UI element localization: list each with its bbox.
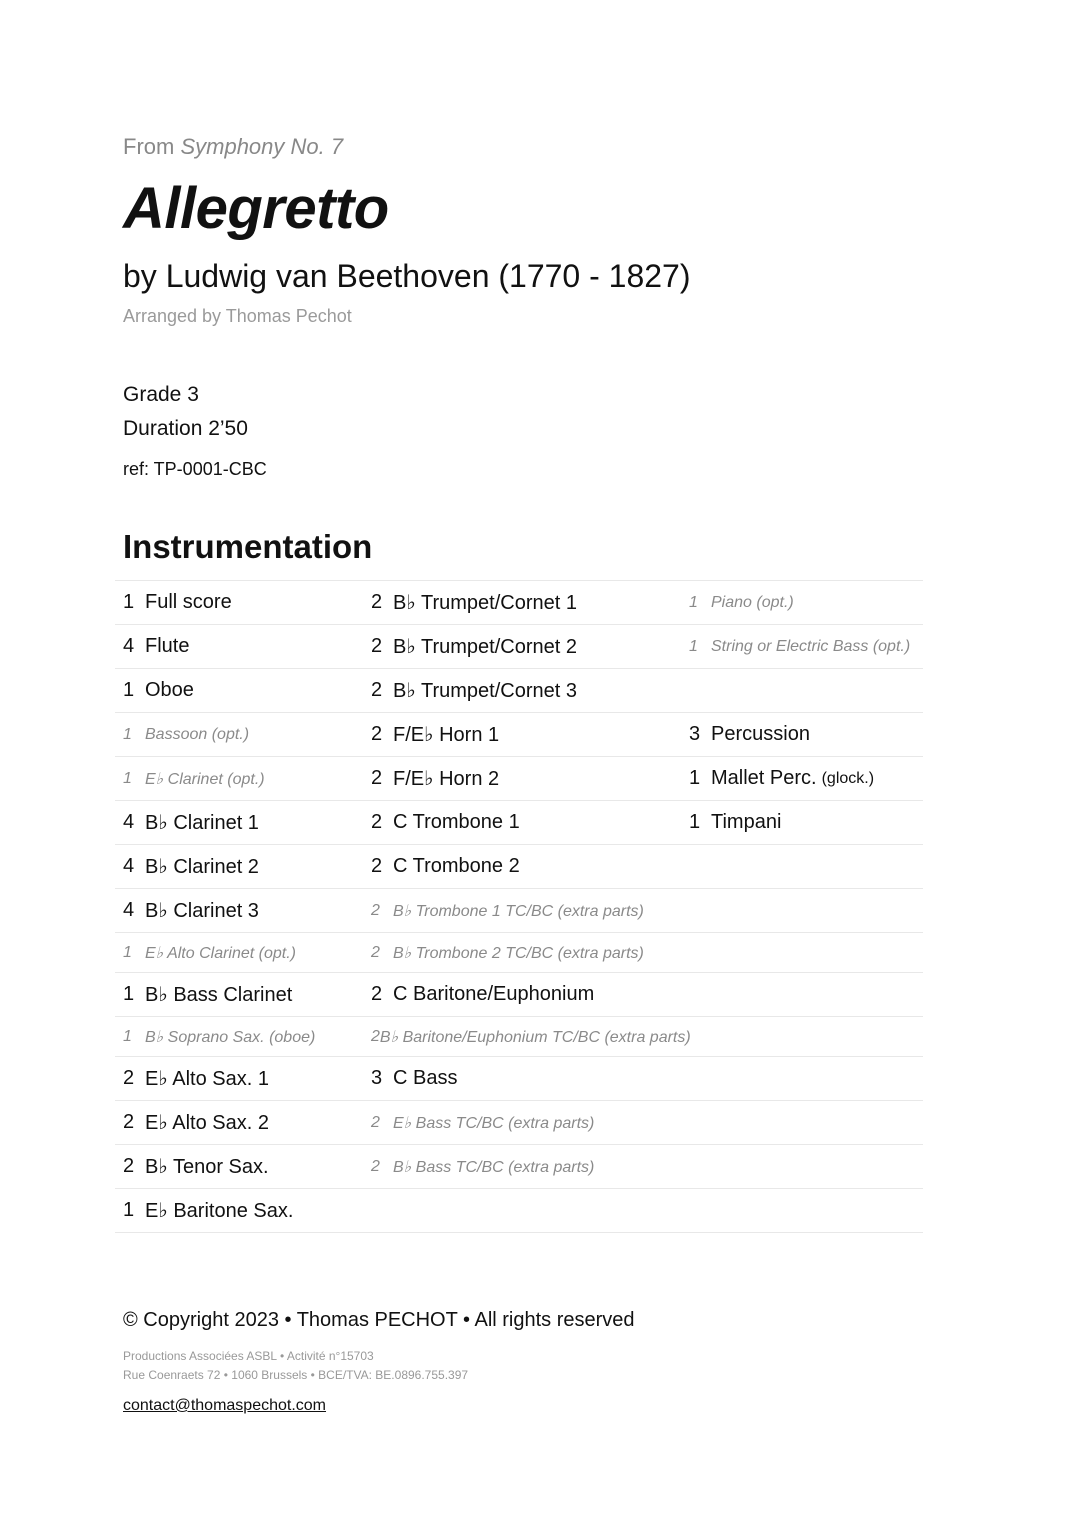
instrument-name: C Bass (393, 1067, 458, 1089)
instrument-quantity: 4 (123, 855, 135, 877)
instrument-row (115, 1188, 923, 1233)
instrument-quantity: 2 (371, 1027, 380, 1045)
instrument-quantity: 1 (689, 637, 698, 655)
instrument-cell (115, 1154, 363, 1179)
instrument-quantity: 1 (123, 591, 135, 613)
instrument-cell (115, 1027, 363, 1047)
instrument-cell (363, 855, 681, 878)
instrument-row (115, 1016, 923, 1056)
grade-label: Grade 3 (123, 383, 199, 406)
instrument-quantity: 4 (123, 811, 135, 833)
instrument-row (115, 668, 923, 712)
piece-title: Allegretto (123, 176, 389, 241)
instrument-cell (115, 898, 363, 923)
instrument-quantity: 2 (123, 1067, 135, 1089)
publisher-line: Productions Associées ASBL • Activité n°15703 (123, 1349, 374, 1363)
instrument-name: E♭ Alto Sax. 2 (145, 1112, 269, 1134)
instrument-name: F/E♭ Horn 2 (393, 768, 500, 790)
instrument-quantity: 3 (689, 723, 701, 745)
instrument-cell (115, 1198, 363, 1223)
source-work (123, 134, 343, 160)
instrument-quantity: 2 (371, 1113, 380, 1131)
instrument-cell (681, 767, 923, 790)
instrument-cell (363, 722, 681, 747)
instrument-name: B♭ Baritone/Euphonium TC/BC (extra parts) (379, 1028, 691, 1046)
instrument-cell (363, 811, 681, 834)
instrument-cell (115, 982, 363, 1007)
instrument-name: B♭ Trombone 2 TC/BC (extra parts) (393, 944, 644, 962)
instrument-row (115, 800, 923, 844)
instrument-name: B♭ Clarinet 2 (145, 856, 259, 878)
instrument-row (115, 1056, 923, 1100)
instrument-quantity: 1 (689, 811, 701, 833)
instrument-name: E♭ Alto Clarinet (opt.) (145, 944, 297, 962)
duration-label: Duration 2’50 (123, 417, 248, 440)
instrument-row (115, 580, 923, 624)
instrument-cell (363, 766, 681, 791)
instrument-cell (681, 638, 923, 656)
instrument-cell (363, 1067, 681, 1090)
instrument-cell (681, 594, 923, 612)
instrument-cell (115, 635, 363, 658)
instrument-name: Piano (opt.) (711, 593, 794, 611)
instrument-name: B♭ Bass TC/BC (extra parts) (393, 1158, 595, 1176)
source-prefix: From (123, 134, 175, 159)
instrument-name: Oboe (145, 679, 194, 701)
copyright-notice: © Copyright 2023 • Thomas PECHOT • All rights reserved (123, 1309, 635, 1331)
instrument-row (115, 756, 923, 800)
instrument-cell (363, 1157, 681, 1177)
instrument-cell (115, 1110, 363, 1135)
instrument-quantity: 2 (371, 901, 380, 919)
instrument-quantity: 2 (123, 1111, 135, 1133)
instrument-name: B♭ Soprano Sax. (oboe) (145, 1028, 316, 1046)
instrument-quantity: 4 (123, 635, 135, 657)
instrument-name: B♭ Trumpet/Cornet 1 (393, 592, 577, 614)
instrument-quantity: 1 (123, 943, 132, 961)
instrument-cell (115, 591, 363, 614)
instrument-cell (115, 810, 363, 835)
source-title: Symphony No. 7 (180, 134, 344, 159)
instrument-cell (363, 590, 681, 615)
instrument-quantity: 2 (371, 591, 383, 613)
instrument-quantity: 2 (371, 767, 383, 789)
instrument-row (115, 844, 923, 888)
instrument-name: Mallet Perc. (711, 767, 817, 789)
instrument-name: B♭ Trumpet/Cornet 2 (393, 636, 577, 658)
instrument-cell (115, 1066, 363, 1091)
instrument-row (115, 712, 923, 756)
reference-code: ref: TP-0001-CBC (123, 459, 267, 479)
instrument-quantity: 1 (123, 1027, 132, 1045)
instrument-name: Bassoon (opt.) (145, 725, 250, 743)
instrument-name: E♭ Baritone Sax. (145, 1200, 294, 1222)
instrument-row (115, 888, 923, 932)
instrument-row (115, 972, 923, 1016)
instrument-cell (115, 769, 363, 789)
instrument-quantity: 1 (123, 983, 135, 1005)
instrument-quantity: 4 (123, 899, 135, 921)
instrumentation-table (115, 580, 923, 1233)
instrument-name: B♭ Bass Clarinet (145, 984, 293, 1006)
instrument-name: Full score (145, 591, 232, 613)
instrument-quantity: 1 (689, 593, 698, 611)
instrument-cell (363, 901, 681, 921)
instrument-note: (glock.) (821, 769, 875, 787)
instrument-cell (363, 1027, 691, 1047)
instrument-name: B♭ Trombone 1 TC/BC (extra parts) (393, 902, 644, 920)
instrument-name: C Trombone 1 (393, 811, 520, 833)
instrument-cell (363, 1113, 681, 1133)
instrument-quantity: 1 (123, 769, 132, 787)
instrument-name: B♭ Clarinet 1 (145, 812, 259, 834)
instrument-name: C Baritone/Euphonium (393, 983, 595, 1005)
instrument-quantity: 2 (371, 723, 383, 745)
instrument-quantity: 2 (371, 983, 383, 1005)
instrument-name: B♭ Trumpet/Cornet 3 (393, 680, 577, 702)
instrument-quantity: 2 (371, 855, 383, 877)
instrument-quantity: 2 (371, 811, 383, 833)
instrument-row (115, 932, 923, 972)
instrument-quantity: 1 (123, 679, 135, 701)
instrument-quantity: 2 (371, 943, 380, 961)
address-line: Rue Coenraets 72 • 1060 Brussels • BCE/TVA: BE.0896.755.397 (123, 1368, 469, 1382)
instrument-cell (363, 678, 681, 703)
instrument-row (115, 624, 923, 668)
instrument-quantity: 2 (123, 1155, 135, 1177)
instrument-name: Percussion (711, 723, 810, 745)
instrument-cell (115, 679, 363, 702)
instrument-cell (115, 854, 363, 879)
instrument-name: E♭ Clarinet (opt.) (145, 770, 265, 788)
instrument-cell (681, 811, 923, 834)
instrument-name: E♭ Bass TC/BC (extra parts) (393, 1114, 595, 1132)
instrument-name: E♭ Alto Sax. 1 (145, 1068, 269, 1090)
composer-line: by Ludwig van Beethoven (1770 - 1827) (123, 258, 691, 294)
instrument-name: B♭ Tenor Sax. (145, 1156, 269, 1178)
instrument-quantity: 1 (123, 1199, 135, 1221)
instrument-name: String or Electric Bass (opt.) (711, 637, 911, 655)
instrument-cell (681, 723, 923, 746)
instrument-quantity: 2 (371, 635, 383, 657)
instrument-cell (115, 726, 363, 744)
instrument-name: B♭ Clarinet 3 (145, 900, 259, 922)
instrument-name: C Trombone 2 (393, 855, 520, 877)
arranger-line: Arranged by Thomas Pechot (123, 306, 352, 326)
instrument-row (115, 1144, 923, 1188)
instrument-quantity: 1 (123, 725, 132, 743)
instrument-name: F/E♭ Horn 1 (393, 724, 500, 746)
instrument-cell (115, 943, 363, 963)
instrument-cell (363, 983, 681, 1006)
instrument-cell (363, 943, 681, 963)
instrument-quantity: 1 (689, 767, 701, 789)
instrument-quantity: 2 (371, 679, 383, 701)
instrument-name: Flute (145, 635, 190, 657)
instrument-quantity: 3 (371, 1067, 383, 1089)
contact-email-link[interactable]: contact@thomaspechot.com (123, 1397, 327, 1414)
instrument-row (115, 1100, 923, 1144)
instrument-name: Timpani (711, 811, 782, 833)
instrumentation-heading: Instrumentation (123, 528, 373, 565)
instrument-cell (363, 634, 681, 659)
instrument-quantity: 2 (371, 1157, 380, 1175)
